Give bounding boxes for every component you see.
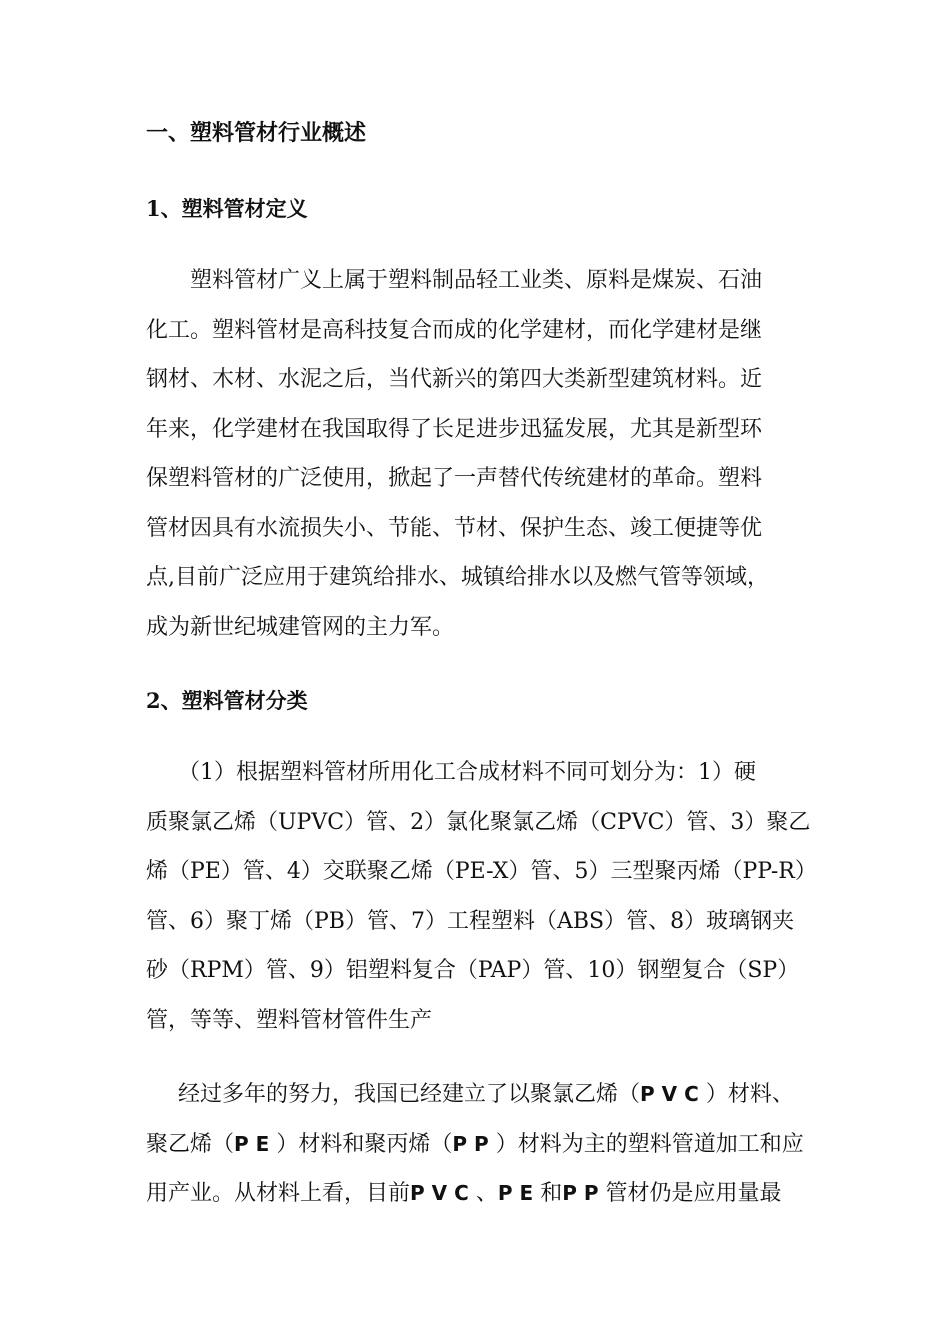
text-fragment: 和: [540, 1181, 563, 1206]
text-fragment: ）材料为主的塑料管道加工和应: [495, 1131, 804, 1157]
document-heading: 一、塑料管材行业概述: [146, 121, 367, 146]
text-line: 质聚氯乙烯（UPVC）管、2）氯化聚氯乙烯（CPVC）管、3）聚乙: [146, 809, 811, 835]
text-line: 烯（PE）管、4）交联聚乙烯（PE-X）管、5）三型聚丙烯（PP-R）: [146, 859, 817, 884]
text-line: （1）根据塑料管材所用化工合成材料不同可划分为：1）硬: [178, 760, 756, 785]
text-fragment: 经过多年的努力，我国已经建立了以聚氯乙烯（: [178, 1082, 641, 1107]
text-line: 保塑料管材的广泛使用，掀起了一声替代传统建材的革命。塑料: [146, 466, 763, 491]
text-line: 点,目前广泛应用于建筑给排水、城镇给排水以及燃气管等领域，: [146, 565, 769, 590]
abbreviation-pp: PP: [562, 1181, 606, 1205]
paragraph-materials: [146, 1070, 816, 1219]
text-line: 管，等等、塑料管材管件生产: [146, 1007, 433, 1033]
text-fragment: 、: [475, 1181, 498, 1206]
text-line: [146, 1169, 816, 1219]
abbreviation-pvc: PVC: [640, 1082, 706, 1106]
abbreviation-pe: PE: [497, 1181, 541, 1205]
abbreviation-pp: PP: [452, 1131, 496, 1156]
paragraph-classification: [146, 748, 816, 1045]
section-title-definition: 1、塑料管材定义: [146, 196, 308, 221]
text-fragment: 管材仍是应用量最: [605, 1181, 782, 1206]
abbreviation-pe: PE: [234, 1131, 277, 1156]
text-line: 管、6）聚丁烯（PB）管、7）工程塑料（ABS）管、8）玻璃钢夹: [146, 908, 795, 934]
text-line: 化工。塑料管材是高科技复合而成的化学建材，而化学建材是继: [146, 317, 763, 343]
text-line: 钢材、木材、水泥之后，当代新兴的第四大类新型建筑材料。近: [146, 367, 763, 392]
text-line: 成为新世纪城建管网的主力军。: [146, 614, 455, 640]
text-line: 管材因具有水流损失小、节能、节材、保护生态、竣工便捷等优: [146, 515, 763, 541]
text-line: [146, 1120, 816, 1170]
paragraph-definition: [146, 256, 816, 652]
text-fragment: ）材料和聚丙烯（: [276, 1131, 453, 1157]
section-title-classification: 2、塑料管材分类: [146, 688, 308, 713]
abbreviation-pvc: PVC: [410, 1181, 476, 1205]
text-line: 砂（RPM）管、9）铝塑料复合（PAP）管、10）钢塑复合（SP）: [146, 958, 800, 983]
text-line: 塑料管材广义上属于塑料制品轻工业类、原料是煤炭、石油: [190, 268, 763, 293]
text-line: [146, 1070, 816, 1120]
text-fragment: 聚乙烯（: [146, 1131, 235, 1157]
text-line: 年来，化学建材在我国取得了长足进步迅猛发展，尤其是新型环: [146, 416, 763, 442]
text-fragment: ）材料、: [705, 1082, 794, 1107]
text-fragment: 用产业。从材料上看，目前: [146, 1181, 411, 1206]
